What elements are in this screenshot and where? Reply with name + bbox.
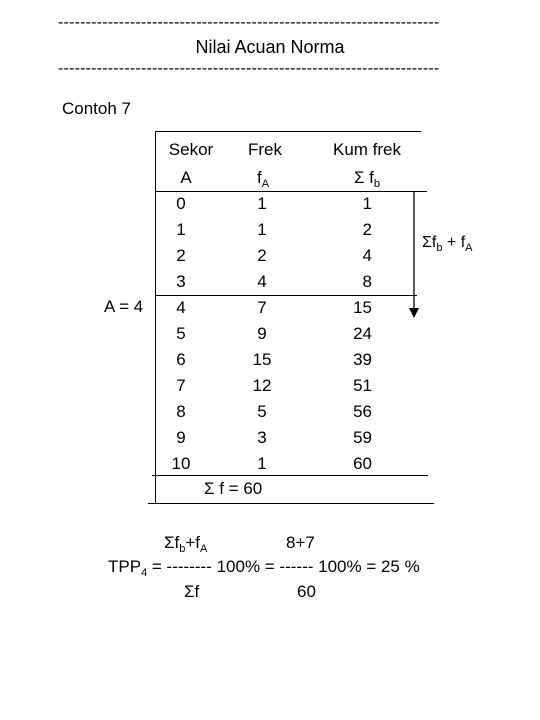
total-frequency: Σ f = 60 xyxy=(204,479,263,498)
cell-frek: 7 xyxy=(257,298,267,317)
formula-numerator-right: 8+7 xyxy=(286,533,315,552)
formula-line: $TPP_4$ = -------- 100% = ------ 100% = 25 % xyxy=(108,557,420,579)
dashed-rule-bottom: --------------------------------------------------------------------- xyxy=(58,60,440,77)
cell-sekor: 8 xyxy=(176,402,186,421)
cell-kum-frek: 39 xyxy=(353,350,372,369)
bracket-label: $\Sigma f_b + f_A$ xyxy=(422,234,473,254)
cell-sekor: 0 xyxy=(176,194,186,213)
cell-kum-frek: 8 xyxy=(362,272,372,291)
formula-denominator-right: 60 xyxy=(297,582,316,601)
cell-frek: 5 xyxy=(257,402,267,421)
header-kum-frek: Kum frek xyxy=(332,140,402,159)
cell-frek: 2 xyxy=(257,246,267,265)
cell-frek: 15 xyxy=(252,350,272,369)
table-bottom-rule xyxy=(152,475,428,476)
cell-frek: 12 xyxy=(252,376,272,395)
cell-frek: 1 xyxy=(257,194,267,213)
down-arrow-icon xyxy=(405,190,425,322)
subheader-sigma-fb: Σ $f_b$ xyxy=(353,168,381,190)
cell-sekor: 1 xyxy=(176,220,186,239)
cell-kum-frek: 4 xyxy=(362,246,372,265)
header-bottom-rule xyxy=(155,191,427,192)
cell-sekor: 3 xyxy=(176,272,186,291)
cell-kum-frek: 51 xyxy=(353,376,372,395)
formula-numerator-left: $\Sigma f_b+f_A$ xyxy=(164,533,208,555)
example-label: Contoh 7 xyxy=(62,99,131,118)
cell-kum-frek: 24 xyxy=(353,324,372,343)
cell-kum-frek: 2 xyxy=(362,220,372,239)
header-frek: Frek xyxy=(248,140,282,159)
cell-sekor: 5 xyxy=(176,324,186,343)
cell-sekor: 10 xyxy=(171,454,191,473)
dashed-rule-top: --------------------------------------------------------------------- xyxy=(58,14,440,31)
cell-frek: 1 xyxy=(257,220,267,239)
cell-frek: 4 xyxy=(257,272,267,291)
cell-kum-frek: 15 xyxy=(353,298,372,317)
subheader-a: A xyxy=(180,168,192,187)
cell-sekor: 9 xyxy=(176,428,186,447)
total-bottom-rule xyxy=(148,503,434,504)
page-title: Nilai Acuan Norma xyxy=(195,37,345,57)
cell-sekor: 4 xyxy=(176,298,186,317)
a-value-label: A = 4 xyxy=(104,297,144,316)
cell-kum-frek: 59 xyxy=(353,428,372,447)
cell-frek: 9 xyxy=(257,324,267,343)
cell-sekor: 7 xyxy=(176,376,186,395)
cell-sekor: 6 xyxy=(176,350,186,369)
table-top-rule xyxy=(155,131,421,132)
cell-kum-frek: 56 xyxy=(353,402,372,421)
cell-frek: 3 xyxy=(257,428,267,447)
formula-denominator-left: Σf xyxy=(184,582,200,601)
subheader-fa: $f_A$ xyxy=(256,168,270,190)
cell-sekor: 2 xyxy=(176,246,186,265)
cell-kum-frek: 1 xyxy=(362,194,372,213)
cell-kum-frek: 60 xyxy=(353,454,372,473)
row-a-rule xyxy=(155,295,417,296)
header-sekor: Sekor xyxy=(168,140,214,159)
cell-frek: 1 xyxy=(257,454,267,473)
